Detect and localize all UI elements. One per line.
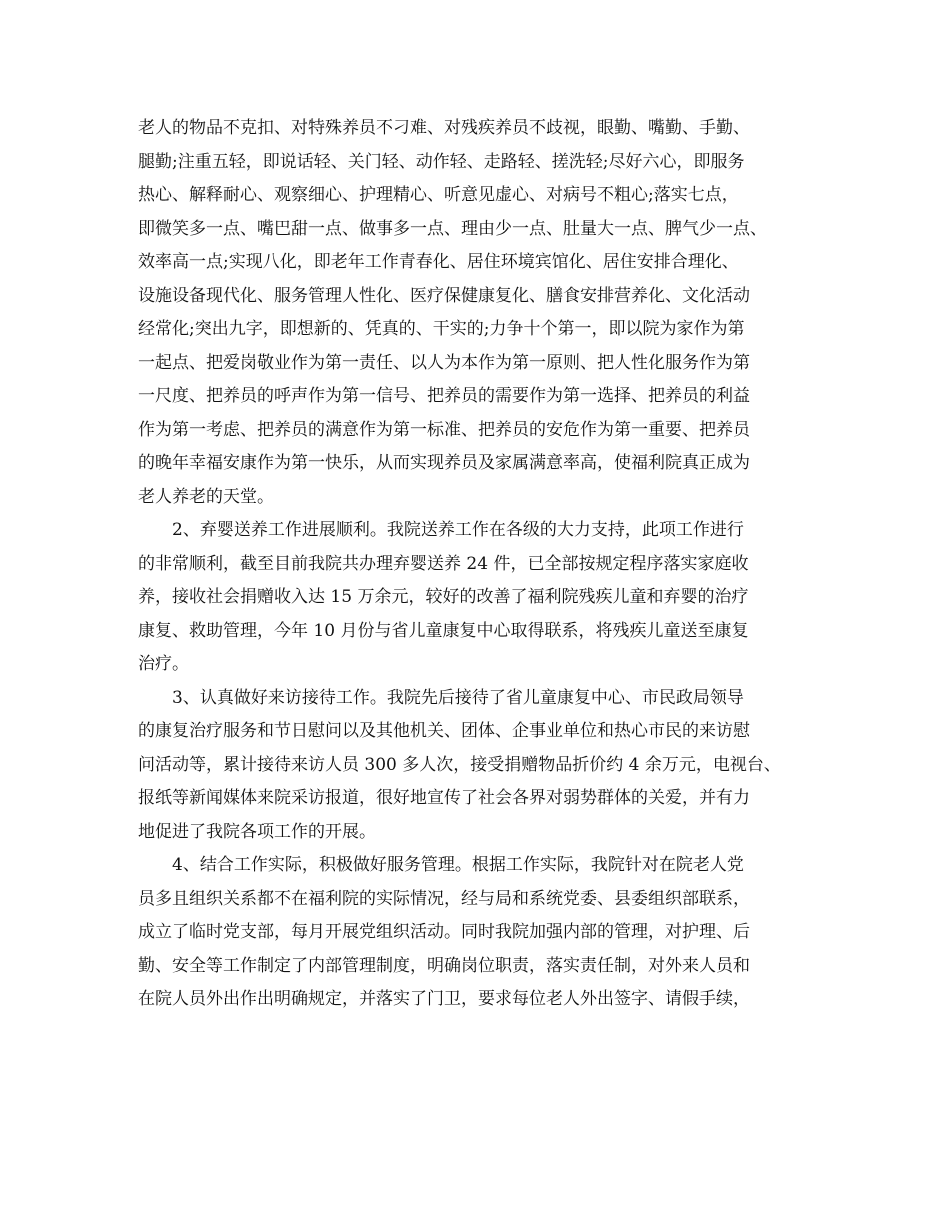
document-body [138,112,828,1017]
text-line: 效率高一点;实现八化，即老年工作青春化、居住环境宾馆化、居住安排合理化、 [138,252,739,272]
paragraph [138,682,828,850]
text-line: 2、弃婴送养工作进展顺利。我院送养工作在各级的大力支持，此项工作进行 [172,520,744,540]
text-line: 3、认真做好来访接待工作。我院先后接待了省儿童康复中心、市民政局领导 [172,687,744,708]
text-line: 康复、救助管理，今年 10 月份与省儿童康复中心取得联系，将残疾儿童送至康复 [138,620,749,641]
text-line: 治疗。 [138,654,189,674]
text-line: 一起点、把爱岗敬业作为第一责任、以人为本作为第一原则、把人性化服务作为第 [138,352,750,373]
text-line: 勤、安全等工作制定了内部管理制度，明确岗位职责，落实责任制，对外来人员和 [138,955,750,976]
paragraph [138,849,828,1017]
text-line: 的康复治疗服务和节日慰问以及其他机关、团体、企事业单位和热心市民的来访慰 [138,721,750,741]
text-line: 地促进了我院各项工作的开展。 [138,821,376,842]
text-line: 的晚年幸福安康作为第一快乐，从而实现养员及家属满意率高，使福利院真正成为 [138,453,750,473]
text-line: 成立了临时党支部，每月开展党组织活动。同时我院加强内部的管理，对护理、后 [138,922,750,942]
text-line: 经常化;突出九字，即想新的、凭真的、干实的;力争十个第一，即以院为家作为第 [138,319,745,339]
text-line: 腿勤;注重五轻，即说话轻、关门轻、动作轻、走路轻、搓洗轻;尽好六心，即服务 [138,151,745,172]
text-line: 养，接收社会捐赠收入达 15 万余元，较好的改善了福利院残疾儿童和弃婴的治疗 [138,587,749,607]
text-line: 设施设备现代化、服务管理人性化、医疗保健康复化、膳食安排营养化、文化活动 [138,285,750,306]
text-line: 4、结合工作实际，积极做好服务管理。根据工作实际，我院针对在院老人党 [172,855,744,875]
text-line: 员多且组织关系都不在福利院的实际情况，经与局和系统党委、县委组织部联系， [138,888,750,909]
paragraph [138,112,828,514]
text-line: 问活动等，累计接待来访人员 300 多人次，接受捐赠物品折价约 4 余万元，电视台、 [138,754,781,775]
text-line: 在院人员外出作出明确规定，并落实了门卫，要求每位老人外出签字、请假手续， [138,989,750,1009]
text-line: 报纸等新闻媒体来院采访报道，很好地宣传了社会各界对弱势群体的关爱，并有力 [138,788,750,808]
text-line: 作为第一考虑、把养员的满意作为第一标准、把养员的安危作为第一重要、把养员 [138,419,750,440]
text-line: 的非常顺利，截至目前我院共办理弃婴送养 24 件，已全部按规定程序落实家庭收 [138,553,749,574]
text-line: 老人的物品不克扣、对特殊养员不刁难、对残疾养员不歧视，眼勤、嘴勤、手勤、 [138,118,750,138]
text-line: 一尺度、把养员的呼声作为第一信号、把养员的需要作为第一选择、把养员的利益 [138,386,750,406]
text-line: 即微笑多一点、嘴巴甜一点、做事多一点、理由少一点、肚量大一点、脾气少一点、 [138,218,767,239]
text-line: 热心、解释耐心、观察细心、护理精心、听意见虚心、对病号不粗心;落实七点， [138,185,739,205]
text-line: 老人养老的天堂。 [138,486,274,507]
paragraph [138,514,828,682]
